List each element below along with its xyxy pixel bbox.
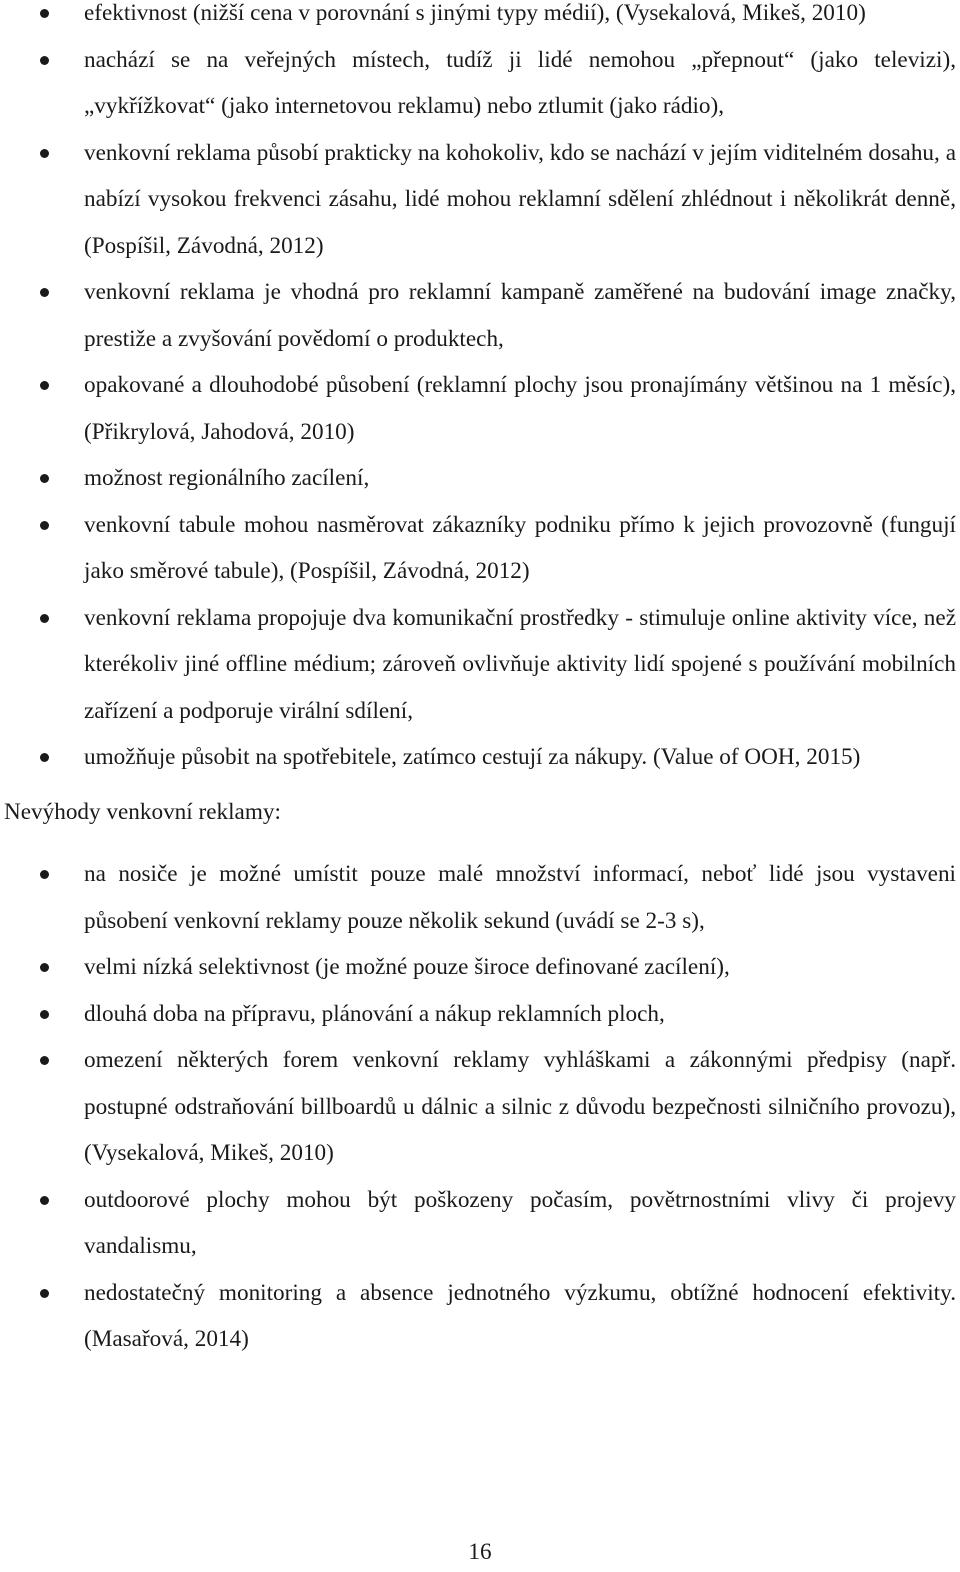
bullet-icon xyxy=(40,9,49,18)
bullet-icon xyxy=(40,614,49,623)
list-item-text: omezení některých forem venkovní reklamy vyhláškami a zákonnými předpisy (např. postupné odstraňování billboardů u dálnic a silnic z důvodu bezpečnosti silničního provozu), (Vysekalová, Mikeš, 2010) xyxy=(84,1047,956,1166)
list-item-text: dlouhá doba na přípravu, plánování a nákup reklamních ploch, xyxy=(84,1000,665,1027)
list-item xyxy=(0,269,960,362)
list-item xyxy=(0,944,960,991)
list-item xyxy=(0,991,960,1038)
list-item xyxy=(0,362,960,455)
list-item-text: umožňuje působit na spotřebitele, zatímco cestují za nákupy. (Value of OOH, 2015) xyxy=(84,744,861,770)
bullet-icon xyxy=(40,381,49,390)
list-item xyxy=(0,502,960,595)
list-item-text: možnost regionálního zacílení, xyxy=(84,465,370,491)
advantages-list xyxy=(0,0,960,781)
bullet-icon xyxy=(40,474,49,483)
list-item-text: venkovní reklama propojuje dva komunikační prostředky - stimuluje online aktivity více, než kterékoliv jiné offline médium; zároveň ovlivňuje aktivity lidí spojené s používání mobilních zařízení a podporuje virální sdílení, xyxy=(84,604,956,724)
list-item xyxy=(0,851,960,944)
list-item-text: na nosiče je možné umístit pouze malé množství informací, neboť lidé jsou vystaveni působení venkovní reklamy pouze několik sekund (uvádí se 2-3 s), xyxy=(84,861,956,934)
bullet-icon xyxy=(40,870,49,879)
bullet-icon xyxy=(40,963,49,972)
list-item xyxy=(0,37,960,130)
list-item-text: outdoorové plochy mohou být poškozeny počasím, povětrnostními vlivy či projevy vandalismu, xyxy=(84,1186,956,1259)
list-item xyxy=(0,130,960,270)
bullet-icon xyxy=(40,1010,49,1019)
bullet-icon xyxy=(40,1196,49,1205)
disadvantages-list xyxy=(0,851,960,1363)
list-item-text: nachází se na veřejných místech, tudíž ji lidé nemohou „přepnout“ (jako televizi), „vykřížkovat“ (jako internetovou reklamu) nebo ztlumit (jako rádio), xyxy=(84,46,956,119)
list-item-text: venkovní tabule mohou nasměrovat zákazníky podniku přímo k jejich provozovně (fungují jako směrové tabule), (Pospíšil, Závodná, 2012) xyxy=(84,511,956,584)
list-item-text: nedostatečný monitoring a absence jednotného výzkumu, obtížné hodnocení efektivity. (Masařová, 2014) xyxy=(84,1279,956,1352)
list-item xyxy=(0,1037,960,1177)
bullet-icon xyxy=(40,753,49,762)
bullet-icon xyxy=(40,1056,49,1065)
bullet-icon xyxy=(40,288,49,297)
list-item xyxy=(0,734,960,781)
list-item-text: velmi nízká selektivnost (je možné pouze široce definované zacílení), xyxy=(84,954,730,980)
page-number: 16 xyxy=(468,1539,492,1565)
section-heading: Nevýhody venkovní reklamy: xyxy=(4,798,281,825)
list-item xyxy=(0,595,960,735)
list-item-text: opakované a dlouhodobé působení (reklamní plochy jsou pronajímány většinou na 1 měsíc), (Přikrylová, Jahodová, 2010) xyxy=(84,372,956,445)
bullet-icon xyxy=(40,521,49,530)
list-item-text: efektivnost (nižší cena v porovnání s jinými typy médií), (Vysekalová, Mikeš, 2010) xyxy=(84,0,866,26)
list-item xyxy=(0,1270,960,1363)
list-item xyxy=(0,0,960,37)
bullet-icon xyxy=(40,56,49,65)
bullet-icon xyxy=(40,1289,49,1298)
list-item xyxy=(0,1177,960,1270)
list-item-text: venkovní reklama je vhodná pro reklamní kampaně zaměřené na budování image značky, prestiže a zvyšování povědomí o produktech, xyxy=(84,279,956,352)
list-item xyxy=(0,455,960,502)
list-item-text: venkovní reklama působí prakticky na kohokoliv, kdo se nachází v jejím viditelném dosahu, a nabízí vysokou frekvenci zásahu, lidé mohou reklamní sdělení zhlédnout i několikrát denně, (Pospíšil, Závodná, 2012) xyxy=(84,139,956,259)
bullet-icon xyxy=(40,149,49,158)
